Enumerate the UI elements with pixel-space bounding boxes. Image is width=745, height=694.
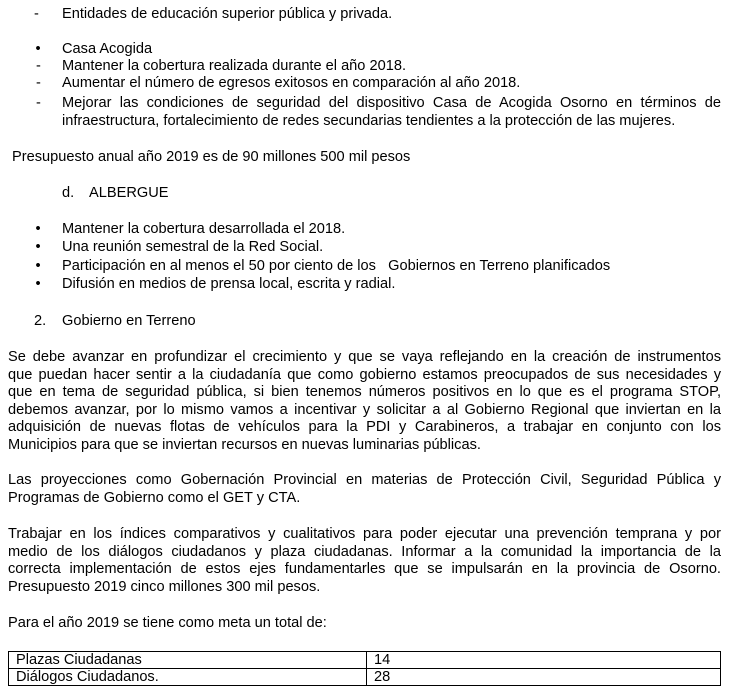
- paragraph-line: Presupuesto 2019 cinco millones 300 mil pesos.: [8, 578, 321, 595]
- paragraph-1: [8, 349, 721, 454]
- casa-bullet: •: [35, 41, 41, 57]
- table-cell-value: 28: [367, 669, 721, 686]
- bullet: •: [35, 258, 41, 274]
- paragraph-line: correcta implementación de estos ejes fundamentarles que se impulsarán en la provincia de Osorno.: [8, 561, 721, 577]
- paragraph-line: Se debe avanzar en profundizar el crecimiento y que se vaya reflejando en la creación de instrumentos: [8, 349, 721, 365]
- casa-item: Aumentar el número de egresos exitosos en comparación al año 2018.: [62, 75, 521, 91]
- albergue-item: Difusión en medios de prensa local, escrita y radial.: [62, 276, 396, 292]
- bullet: •: [35, 239, 41, 255]
- albergue-marker: d.: [62, 185, 75, 201]
- table-row: [9, 652, 721, 669]
- gobierno-marker: 2.: [34, 313, 47, 329]
- paragraph-line: que puedan hacer sentir a la ciudadanía que como gobierno estamos preocupados de sus necesidades y: [8, 366, 721, 383]
- gobierno-title: Gobierno en Terreno: [62, 313, 196, 329]
- meta-line: Para el año 2019 se tiene como meta un total de:: [8, 615, 327, 631]
- top-item-text: Entidades de educación superior pública y privada.: [62, 6, 393, 22]
- dash-marker: -: [36, 58, 41, 74]
- top-item-marker: -: [34, 6, 39, 22]
- dash-marker: -: [36, 75, 41, 91]
- paragraph-line: que en tema de seguridad pública, si bien tenemos números positivos en lo que es el programa STOP,: [8, 384, 721, 400]
- paragraph-line: adquisición de nuevas flotas de vehículos para la PDI y Carabineros, a trabajar en conjunto con los: [8, 419, 721, 435]
- albergue-item: Participación en al menos el 50 por ciento de los Gobiernos en Terreno planificados: [62, 258, 611, 274]
- bullet: •: [35, 276, 41, 292]
- meta-table: [8, 651, 721, 686]
- paragraph-line: Municipios para que se inviertan recursos en nuevas luminarias públicas.: [8, 436, 481, 453]
- casa-item-line: Mejorar las condiciones de seguridad del dispositivo Casa de Acogida Osorno en términos de: [62, 95, 721, 111]
- casa-title: Casa Acogida: [62, 41, 153, 57]
- paragraph-line: Las proyecciones como Gobernación Provincial en materias de Protección Civil, Seguridad Pública y: [8, 472, 721, 488]
- albergue-item: Mantener la cobertura desarrollada el 2018.: [62, 221, 346, 237]
- table-cell-label: Diálogos Ciudadanos.: [9, 669, 367, 686]
- albergue-title: ALBERGUE: [89, 185, 169, 201]
- table-cell-label: Plazas Ciudadanas: [9, 652, 367, 669]
- casa-item-multiline: [62, 95, 721, 130]
- paragraph-2: [8, 472, 721, 507]
- table-cell-value: 14: [367, 652, 721, 669]
- paragraph-line: medio de los diálogos ciudadanos y plaza ciudadanas. Informar a la comunidad la importancia de la: [8, 543, 721, 560]
- table-row: [9, 669, 721, 686]
- paragraph-line: Programas de Gobierno como el GET y CTA.: [8, 489, 301, 506]
- albergue-item: Una reunión semestral de la Red Social.: [62, 239, 324, 255]
- paragraph-line: debemos avanzar, por lo mismo vamos a incentivar y solicitar a al Gobierno Regional que inviertan en la: [8, 401, 721, 418]
- paragraph-3: [8, 526, 721, 596]
- dash-marker: -: [36, 95, 41, 111]
- paragraph-line: Trabajar en los índices comparativos y cualitativos para poder ejecutar una prevención temprana y por: [8, 526, 721, 542]
- casa-item-line: infraestructura, fortalecimiento de redes secundarias tendientes a la protección de las mujeres.: [62, 112, 676, 129]
- budget-line: Presupuesto anual año 2019 es de 90 millones 500 mil pesos: [12, 149, 411, 165]
- bullet: •: [35, 221, 41, 237]
- casa-item: Mantener la cobertura realizada durante el año 2018.: [62, 58, 406, 74]
